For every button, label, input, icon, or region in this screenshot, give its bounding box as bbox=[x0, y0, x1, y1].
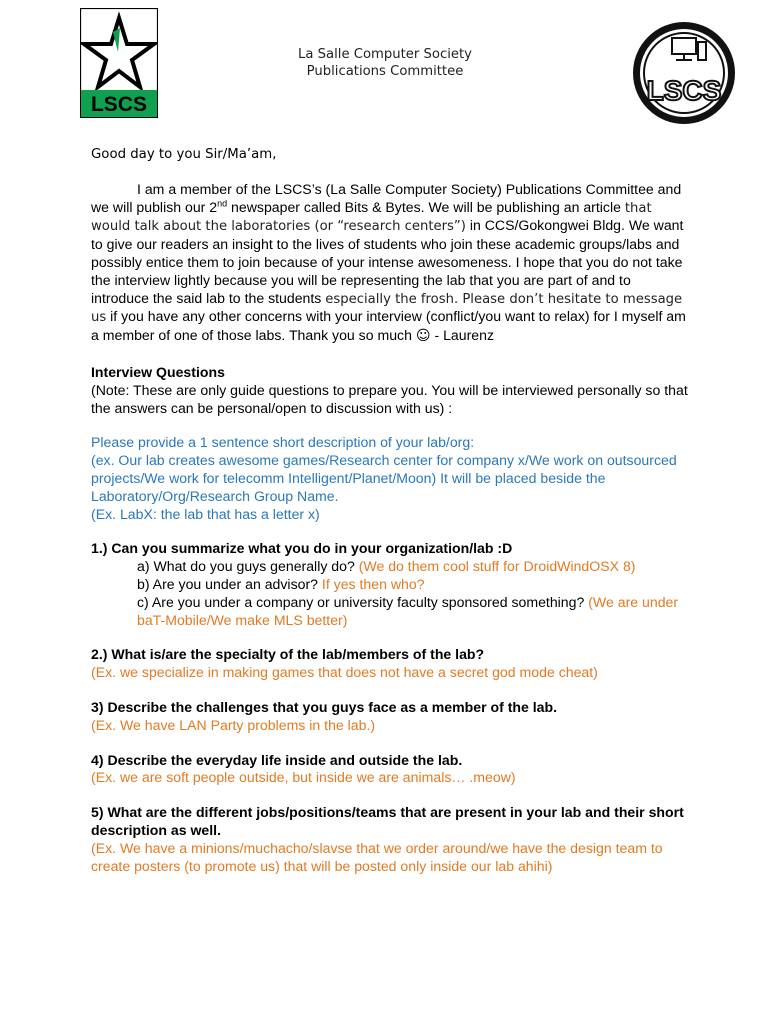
question-1a: a) What do you guys generally do? (We do them cool stuff for DroidWindOSX 8) bbox=[137, 558, 636, 575]
question-1: 1.) Can you summarize what you do in your organization/lab :D bbox=[91, 540, 513, 557]
question-3: 3) Describe the challenges that you guys face as a member of the lab. bbox=[91, 698, 558, 715]
greeting: Good day to you Sir/Ma’am, bbox=[91, 147, 277, 162]
interview-note: (Note: These are only guide questions to prepare you. You will be interviewed personally so that the answers can be personal/open to discussion with us) : bbox=[91, 381, 688, 416]
intro-paragraph: I am a member of the LSCS’s (La Salle Computer Society) Publications Committee and we will publish our 2nd newspaper called Bits & Bytes. We will be publishing an article that would talk about the laboratories (or “research centers”) in CCS/Gokongwei Bldg. We want to give our readers an insight to the lives of students who join these academic groups/labs and possibly entice them to join because of your intense awesomeness. I hope that you do not take the interview lightly because you will be representing the lab that you are part of and to introduce the said lab to the students especially the frosh. Please don’t hesitate to message us if you have any other concerns with your interview (conflict/you want to relax) for I myself am a member of one of those labs. Thank you so much ☺ - Laurenz bbox=[91, 180, 686, 345]
lscs-circle-logo bbox=[631, 20, 737, 126]
committee-name: Publications Committee bbox=[306, 64, 464, 79]
question-2: 2.) What is/are the specialty of the lab/members of the lab? bbox=[91, 646, 485, 663]
interview-heading: Interview Questions bbox=[91, 363, 225, 380]
logo-right-text: LSCS bbox=[646, 75, 722, 106]
question-5: 5) What are the different jobs/positions/teams that are present in your lab and their short description as well. bbox=[91, 804, 684, 838]
org-name: La Salle Computer Society bbox=[298, 47, 472, 62]
lscs-star-logo bbox=[80, 8, 158, 118]
description-prompt: Please provide a 1 sentence short description of your lab/org: bbox=[91, 434, 475, 451]
question-5-example: (Ex. We have a minions/muchacho/slavse that we order around/we have the design team to create posters (to promote us) that will be posted only inside our lab ahihi) bbox=[91, 839, 663, 874]
description-example-2: (Ex. LabX: the lab that has a letter x) bbox=[91, 505, 320, 522]
letter-header bbox=[230, 46, 540, 80]
question-2-example: (Ex. we specialize in making games that does not have a secret god mode cheat) bbox=[91, 664, 598, 681]
description-example: (ex. Our lab creates awesome games/Research center for company x/We work on outsourced projects/We work for telecomm Intelligent/Planet/Moon) It will be placed beside the Laboratory/Org/Research Group Name. bbox=[91, 452, 677, 504]
smiley-icon: ☺ bbox=[415, 328, 431, 345]
question-4-example: (Ex. we are soft people outside, but inside we are animals… .meow) bbox=[91, 769, 516, 786]
question-1b: b) Are you under an advisor? If yes then who? bbox=[137, 575, 425, 592]
letter-body bbox=[91, 146, 691, 875]
question-4: 4) Describe the everyday life inside and outside the lab. bbox=[91, 751, 463, 768]
question-3-example: (Ex. We have LAN Party problems in the lab.) bbox=[91, 716, 376, 733]
logo-left-text: LSCS bbox=[90, 93, 148, 116]
question-1c: c) Are you under a company or university faculty sponsored something? (We are under baT-Mobile/We make MLS better) bbox=[137, 593, 679, 628]
